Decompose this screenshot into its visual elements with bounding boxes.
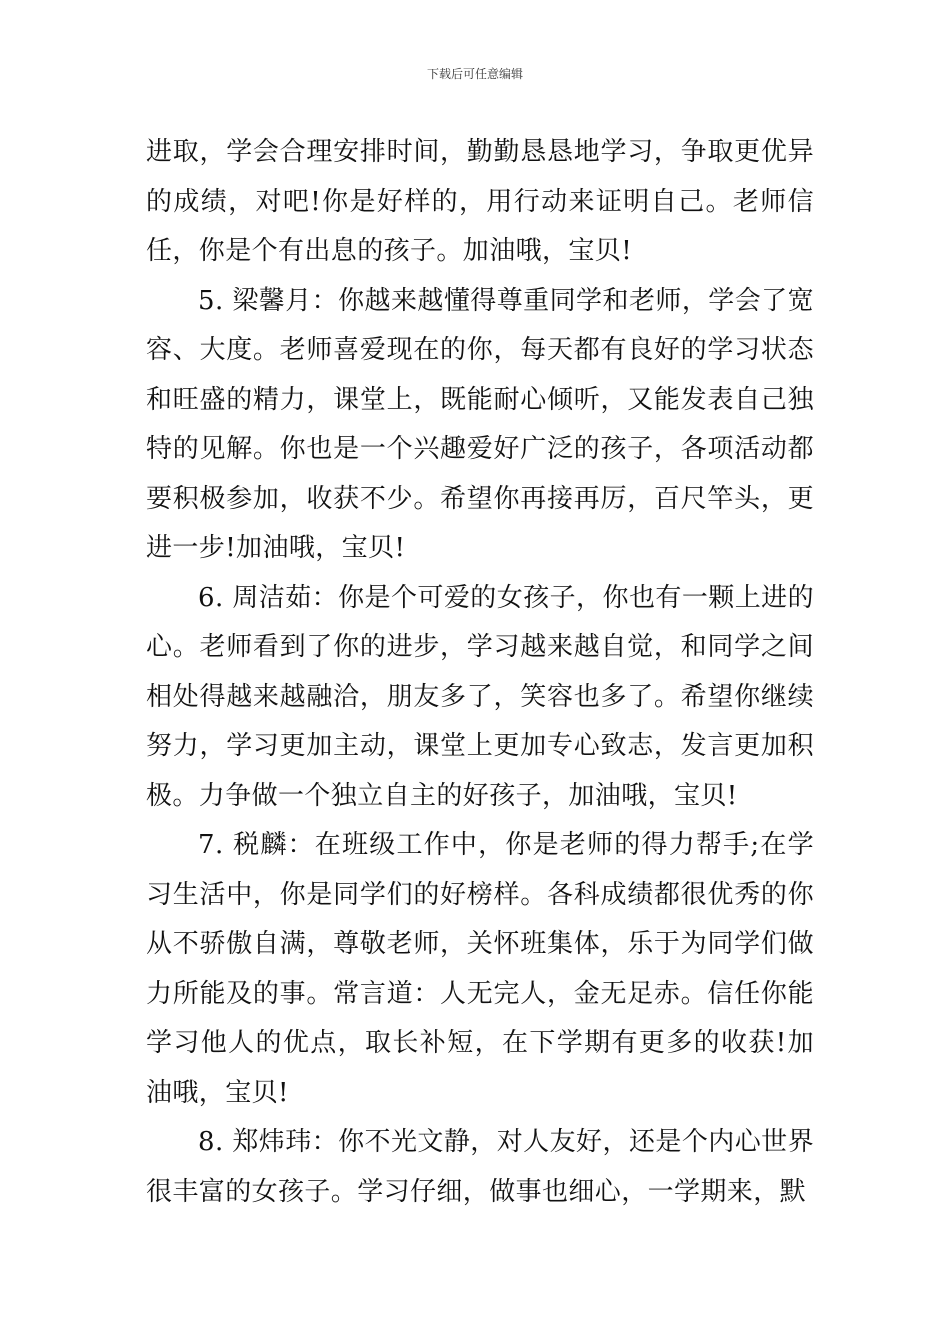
paragraph-comment-6: 6. 周洁茹：你是个可爱的女孩子，你也有一颗上进的心。老师看到了你的进步，学习越来越自觉，和同学之间相处得越来越融洽，朋友多了，笑容也多了。希望你继续努力，学习更加主动，课堂上更加专心致志，发言更加积极。力争做一个独立自主的好孩子，加油哦，宝贝! [146,582,814,811]
page-header-note: 下载后可任意编辑 [426,67,523,81]
paragraph-continuation: 进取，学会合理安排时间，勤勤恳恳地学习，争取更优异的成绩，对吧!你是好样的，用行动来证明自己。老师信任，你是个有出息的孩子。加油哦，宝贝! [146,137,814,266]
paragraph-comment-7: 7. 税麟：在班级工作中，你是老师的得力帮手;在学习生活中，你是同学们的好榜样。各科成绩都很优秀的你从不骄傲自满，尊敬老师，关怀班集体，乐于为同学们做力所能及的事。常言道：人无完人，金无足赤。信任你能学习他人的优点，取长补短，在下学期有更多的收获!加油哦，宝贝! [146,830,814,1108]
paragraph-comment-8: 8. 郑炜玮：你不光文静，对人友好，还是个内心世界很丰富的女孩子。学习仔细，做事也细心，一学期来，默 [146,1127,814,1207]
document-body [146,128,814,1217]
paragraph-comment-5: 5. 梁馨月：你越来越懂得尊重同学和老师，学会了宽容、大度。老师喜爱现在的你，每天都有良好的学习状态和旺盛的精力，课堂上，既能耐心倾听，又能发表自己独特的见解。你也是一个兴趣爱好广泛的孩子，各项活动都要积极参加，收获不少。希望你再接再厉，百尺竿头，更进一步!加油哦，宝贝! [146,285,814,563]
